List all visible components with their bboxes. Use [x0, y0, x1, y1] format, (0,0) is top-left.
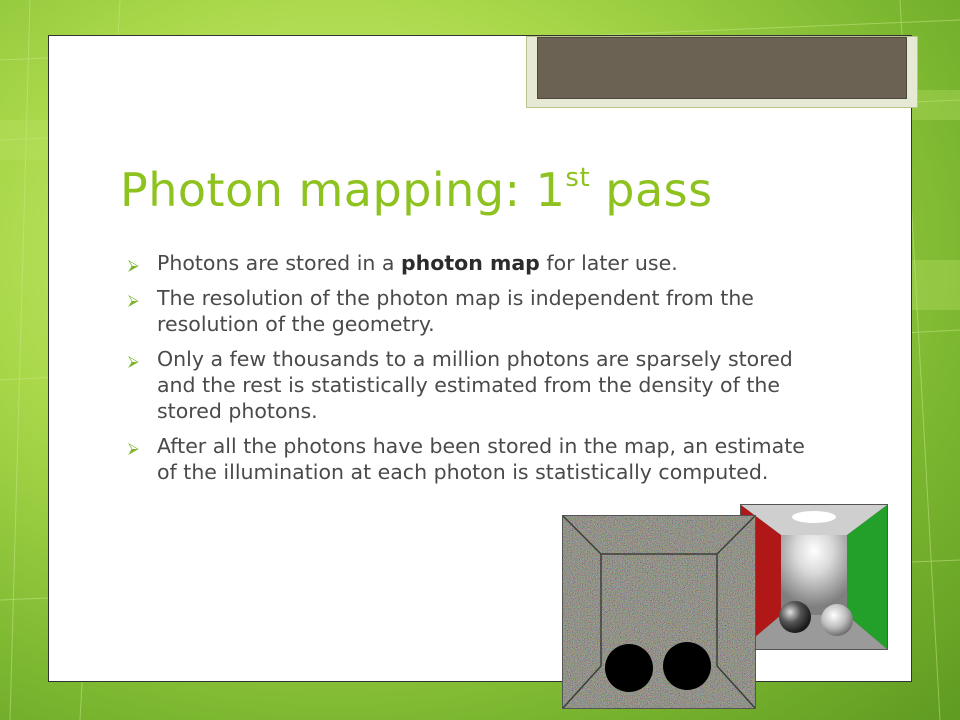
decorative-tab — [526, 36, 918, 108]
bullet-item — [128, 250, 828, 276]
wingding-arrow-icon: ⮚ — [128, 291, 139, 309]
photon-map-image — [562, 515, 756, 709]
bullet-list — [128, 250, 828, 494]
wingding-arrow-icon: ⮚ — [128, 439, 139, 457]
bullet-text: After all the photons have been stored in the map, an estimate of the illumination at each photon is statistically computed. — [157, 434, 805, 484]
title-tail: pass — [590, 163, 713, 217]
bullet-bold-text: photon map — [401, 251, 540, 275]
bullet-item — [128, 285, 828, 337]
cornell-box-render-image — [740, 504, 888, 650]
title-superscript: st — [565, 162, 591, 193]
bullet-item — [128, 346, 828, 424]
wingding-arrow-icon: ⮚ — [128, 352, 139, 370]
bullet-text: Only a few thousands to a million photons are sparsely stored and the rest is statistically estimated from the density of the stored photons. — [157, 347, 793, 423]
slide-title — [120, 163, 713, 217]
wingding-arrow-icon: ⮚ — [128, 256, 139, 274]
decorative-tab-inner — [537, 37, 907, 99]
bullet-text-tail: for later use. — [539, 251, 678, 275]
title-main: Photon mapping: 1 — [120, 163, 566, 217]
bullet-text: Photons are stored in a — [157, 251, 401, 275]
bullet-text: The resolution of the photon map is independent from the resolution of the geometry. — [157, 286, 754, 336]
bullet-item — [128, 433, 828, 485]
